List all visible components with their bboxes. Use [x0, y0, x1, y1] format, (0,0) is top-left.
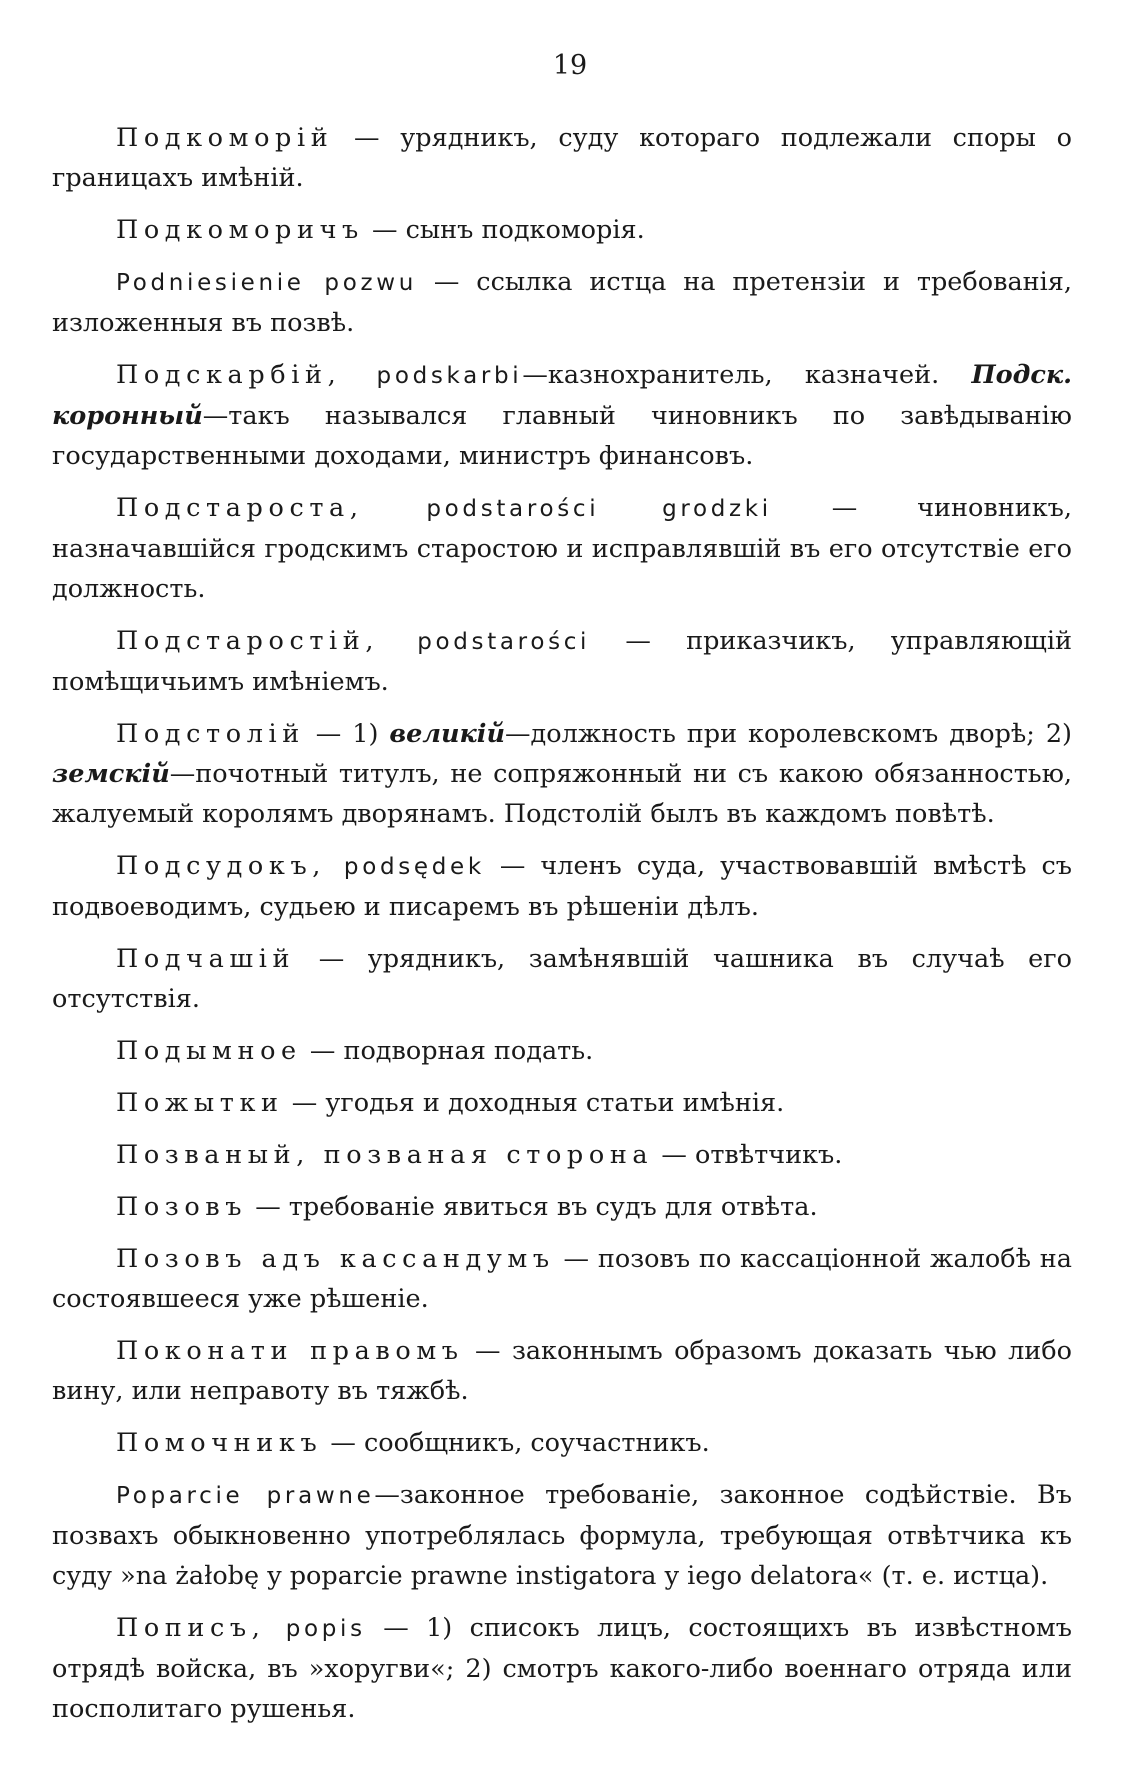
headword: Пописъ,: [116, 1613, 266, 1643]
polish-term: podskarbi: [341, 363, 523, 389]
entry-podstoliy: [52, 714, 1072, 834]
headword: Подкоморичъ: [116, 215, 364, 245]
definition: — угодья и доходныя статьи имѣнія.: [283, 1088, 785, 1118]
headword: Помочникъ: [116, 1428, 323, 1458]
headword: Подкоморій: [116, 123, 334, 153]
definition: — урядникъ, суду котораго подлежали споры о границахъ имѣній.: [52, 123, 1072, 193]
polish-term: podsędek: [326, 854, 485, 880]
headword: Подстароста,: [116, 493, 364, 523]
headword: Подстаростій,: [116, 626, 380, 656]
page-number: 19: [552, 50, 588, 81]
polish-term: popis: [265, 1616, 366, 1642]
entry-podstarosta: [52, 488, 1072, 609]
definition: — приказчикъ, управляющій помѣщичьимъ имѣніемъ.: [52, 626, 1072, 697]
definition: — ссылка истца на претензіи и требованія, изложенныя въ позвѣ.: [52, 267, 1072, 338]
headword: Позовъ: [116, 1192, 248, 1222]
headword: Подсудокъ,: [116, 851, 326, 881]
polish-term: Podniesienie pozwu: [116, 270, 417, 296]
entry-podsudok: [52, 846, 1072, 927]
entry-podymnoe: [52, 1031, 1072, 1071]
dictionary-text: [52, 118, 1072, 1741]
entry-pokonati-pravom: [52, 1331, 1072, 1411]
definition: — 1): [304, 719, 390, 749]
definition: — 1) списокъ лицъ, состоящихъ въ извѣстномъ отрядѣ войска, въ »хоругви«; 2) смотръ какого-либо военнаго отряда или посполитаго рушенья.: [52, 1613, 1072, 1724]
italic-term: великій: [389, 719, 506, 749]
headword: Позовъ адъ кассандумъ: [116, 1244, 555, 1274]
polish-term: podstarości: [379, 629, 591, 655]
entry-popis: [52, 1608, 1072, 1729]
entry-pozov-ad-kassandum: [52, 1239, 1072, 1319]
headword: Позваный, позваная сторона: [116, 1140, 654, 1170]
entry-podstarostiy: [52, 621, 1072, 702]
headword: Пожытки: [116, 1088, 284, 1118]
definition: — отвѣтчикъ.: [653, 1140, 843, 1170]
definition: — сообщникъ, соучастникъ.: [322, 1428, 710, 1458]
definition: —казнохранитель, казначей.: [522, 360, 972, 390]
italic-term: Подск. коронный: [52, 360, 1072, 431]
italic-term-2: земскій: [52, 759, 170, 789]
definition: — требованіе явиться въ судъ для отвѣта.: [247, 1192, 818, 1222]
definition: — позовъ по кассаціонной жалобѣ на состоявшееся уже рѣшеніе.: [52, 1244, 1073, 1314]
definition: —законное требованіе, законное содѣйствіе. Въ позвахъ обыкновенно употреблялась формула, требующая отвѣтчика къ суду »na żałobę y poparcie prawne instigatora y iego delatora« (т. е. истца).: [52, 1480, 1072, 1591]
definition-cont: —такъ назывался главный чиновникъ по завѣдыванію государственными доходами, министръ финансовъ.: [52, 401, 1072, 471]
entry-podniesienie-pozwu: [52, 262, 1072, 343]
definition: — сынъ подкоморія.: [363, 215, 645, 245]
entry-podskarbiy: [52, 355, 1072, 476]
polish-term: podstarości grodzki: [363, 496, 772, 522]
headword: Поконати правомъ: [116, 1336, 464, 1366]
entry-pozov: [52, 1187, 1072, 1227]
entry-poparcie-prawne: [52, 1475, 1072, 1596]
polish-term: Poparcie prawne: [116, 1483, 375, 1509]
entry-podchashiy: [52, 939, 1072, 1019]
definition: — законнымъ образомъ доказать чью либо вину, или неправоту въ тяжбѣ.: [52, 1336, 1072, 1406]
definition: — чиновникъ, назначавшійся гродскимъ старостою и исправлявшій въ его отсутствіе его должность.: [52, 493, 1072, 604]
definition-cont: —должность при королевскомъ дворѣ; 2): [505, 719, 1072, 749]
entry-pozvanyy: [52, 1135, 1072, 1175]
headword: Подчашій: [116, 944, 296, 974]
definition: — урядникъ, замѣнявшій чашника въ случаѣ его отсутствія.: [52, 944, 1072, 1014]
headword: Подстолій: [116, 719, 305, 749]
entry-pozhytki: [52, 1083, 1072, 1123]
entry-podkomorich: [52, 210, 1072, 250]
definition-cont-2: —почотный титулъ, не сопряжонный ни съ какою обязанностью, жалуемый королямъ дворянамъ. Подстолій былъ въ каждомъ повѣтѣ.: [52, 759, 1072, 829]
headword: Подскарбій,: [116, 360, 342, 390]
entry-pomochnik: [52, 1423, 1072, 1463]
entry-podkomoriy: [52, 118, 1072, 198]
definition: — членъ суда, участвовавшій вмѣстѣ съ подвоеводимъ, судьею и писаремъ въ рѣшеніи дѣлъ.: [52, 851, 1073, 922]
definition: — подворная подать.: [301, 1036, 594, 1066]
headword: Подымное: [116, 1036, 302, 1066]
